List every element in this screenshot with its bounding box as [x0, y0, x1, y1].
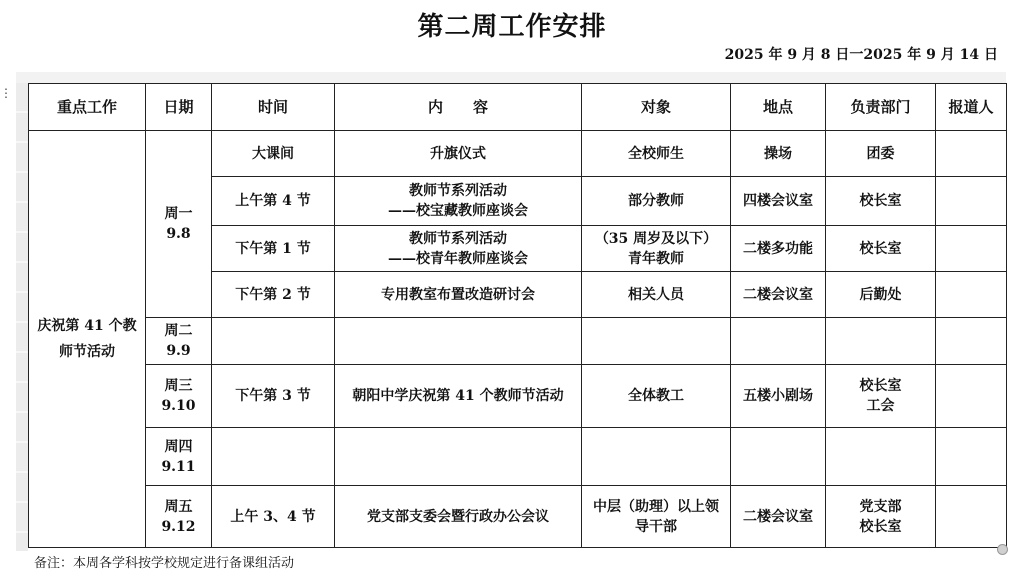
target-cell [582, 318, 731, 365]
dept-cell [826, 486, 936, 548]
target-line: 中层（助理）以上领 [593, 498, 719, 515]
table-row [29, 486, 1007, 548]
header-cell: 重点工作 [29, 84, 146, 131]
day-label: 周三 [164, 378, 193, 394]
row-gutter [16, 83, 28, 551]
table-row [29, 365, 1007, 428]
reporter-cell [936, 226, 1007, 272]
place-cell: 五楼小剧场 [731, 365, 826, 428]
target-line: 导干部 [635, 518, 677, 535]
date-label: 9.11 [161, 458, 196, 475]
reporter-cell [936, 272, 1007, 318]
table-row [29, 428, 1007, 486]
place-cell: 二楼会议室 [731, 486, 826, 548]
dept-cell [826, 318, 936, 365]
dept-line: 工会 [866, 398, 895, 414]
header-cell: 地点 [731, 84, 826, 131]
target-cell [582, 486, 731, 548]
header-cell: 对象 [582, 84, 731, 131]
place-cell [731, 318, 826, 365]
date-cell [146, 486, 212, 548]
header-cell: 报道人 [936, 84, 1007, 131]
date-cell [146, 365, 212, 428]
content-line: 教师节系列活动 [409, 230, 507, 247]
theme-text: 庆祝第 41 个教师节活动 [37, 318, 137, 360]
panel-toggle-icon[interactable]: ⋮ [0, 86, 12, 100]
time-cell: 下午第 3 节 [212, 365, 335, 428]
content-line: ——校青年教师座谈会 [388, 250, 528, 267]
table-row [29, 131, 1007, 177]
content-cell [335, 365, 582, 428]
target-cell [582, 272, 731, 318]
content-cell [335, 486, 582, 548]
target-line: 部分教师 [628, 193, 684, 209]
reporter-cell [936, 428, 1007, 486]
header-cell: 负责部门 [826, 84, 936, 131]
reporter-cell [936, 318, 1007, 365]
target-cell [582, 177, 731, 226]
theme-cell [29, 131, 146, 548]
place-cell: 四楼会议室 [731, 177, 826, 226]
resize-handle[interactable] [997, 544, 1008, 555]
dept-line: 校长室 [859, 193, 902, 209]
content-cell [335, 428, 582, 486]
time-cell: 下午第 2 节 [212, 272, 335, 318]
content-line: 党支部支委会暨行政办公会议 [367, 508, 549, 525]
place-cell: 二楼会议室 [731, 272, 826, 318]
dept-cell [826, 177, 936, 226]
date-label: 9.9 [166, 343, 191, 359]
content-cell [335, 226, 582, 272]
reporter-cell [936, 177, 1007, 226]
reporter-cell [936, 486, 1007, 548]
date-label: 9.10 [161, 398, 196, 414]
target-line: （35 周岁及以下） [594, 230, 718, 247]
content-line: ——校宝藏教师座谈会 [388, 203, 528, 219]
date-label: 9.8 [166, 226, 191, 242]
dept-line: 校长室 [859, 240, 902, 257]
header-cell: 时间 [212, 84, 335, 131]
content-cell [335, 318, 582, 365]
content-line: 朝阳中学庆祝第 41 个教师节活动 [352, 388, 564, 404]
time-cell: 上午第 4 节 [212, 177, 335, 226]
date-label: 9.12 [161, 518, 196, 535]
dept-line: 团委 [866, 145, 895, 162]
dept-cell [826, 226, 936, 272]
time-cell: 上午 3、4 节 [212, 486, 335, 548]
content-cell [335, 272, 582, 318]
dept-cell [826, 365, 936, 428]
dept-cell [826, 428, 936, 486]
dept-line: 后勤处 [859, 286, 902, 303]
time-cell: 大课间 [212, 131, 335, 177]
place-cell [731, 428, 826, 486]
content-cell [335, 177, 582, 226]
schedule-table [28, 83, 1007, 548]
dept-line: 校长室 [859, 518, 902, 535]
day-label: 周五 [164, 498, 193, 515]
reporter-cell [936, 131, 1007, 177]
content-line: 专用教室布置改造研讨会 [381, 286, 535, 303]
reporter-cell [936, 365, 1007, 428]
target-cell [582, 365, 731, 428]
day-label: 周一 [164, 206, 193, 222]
target-line: 全校师生 [628, 145, 684, 162]
target-cell [582, 428, 731, 486]
day-label: 周二 [164, 323, 193, 339]
time-cell: 下午第 1 节 [212, 226, 335, 272]
time-cell [212, 318, 335, 365]
footnote: 备注：本周各学科按学校规定进行备课组活动 [34, 556, 295, 571]
header-cell: 日期 [146, 84, 212, 131]
time-cell [212, 428, 335, 486]
target-cell [582, 226, 731, 272]
page-title: 第二周工作安排 [417, 12, 607, 42]
date-range: 2025 年 9 月 8 日一2025 年 9 月 14 日 [724, 47, 998, 63]
dept-line: 党支部 [859, 498, 902, 515]
content-line: 教师节系列活动 [409, 183, 507, 199]
header-row [29, 84, 1007, 131]
content-line: 升旗仪式 [430, 145, 486, 162]
table-row [29, 318, 1007, 365]
date-cell [146, 131, 212, 318]
place-cell: 操场 [731, 131, 826, 177]
target-cell [582, 131, 731, 177]
header-cell: 内 容 [335, 84, 582, 131]
dept-cell [826, 272, 936, 318]
date-cell [146, 428, 212, 486]
target-line: 青年教师 [628, 250, 684, 267]
dept-cell [826, 131, 936, 177]
date-cell [146, 318, 212, 365]
target-line: 相关人员 [628, 286, 684, 303]
target-line: 全体教工 [628, 388, 684, 404]
day-label: 周四 [164, 438, 193, 455]
place-cell: 二楼多功能 [731, 226, 826, 272]
content-cell [335, 131, 582, 177]
dept-line: 校长室 [859, 378, 902, 394]
